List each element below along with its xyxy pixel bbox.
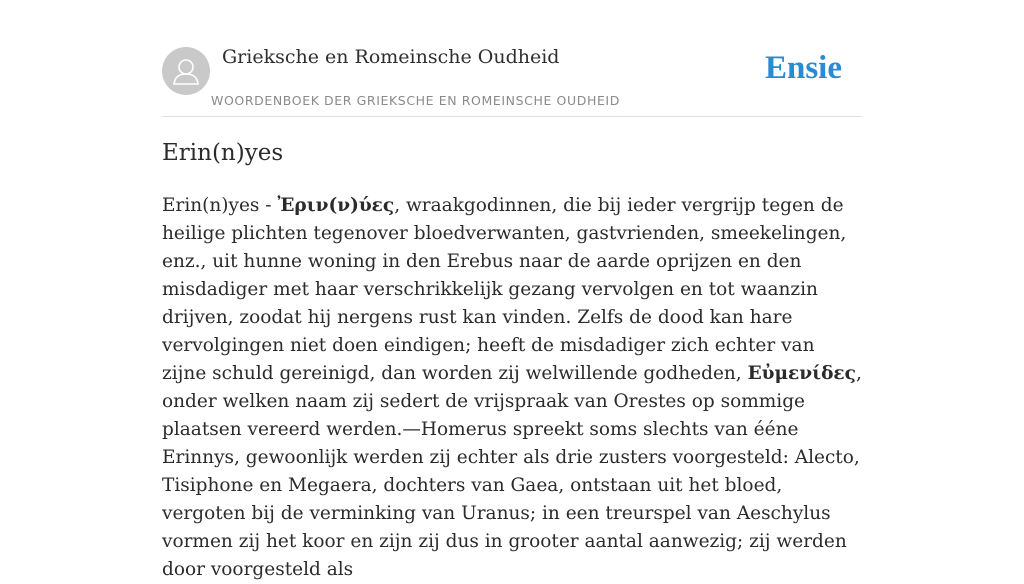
greek-term-2: Εὐμενίδες [747,363,856,384]
ensie-logo[interactable]: Ensie [764,50,842,86]
source-header [162,40,862,117]
entry-body [162,192,862,584]
person-icon [162,47,210,95]
greek-term-1: Ἐριν(ν)ύες [277,195,395,216]
source-title[interactable]: Grieksche en Romeinsche Oudheid [222,46,560,68]
entry-title: Erin(n)yes [162,140,284,166]
source-subtitle: WOORDENBOEK DER GRIEKSCHE EN ROMEINSCHE OUDHEID [211,93,620,108]
entry-text-2: , wraakgodinnen, die bij ieder vergrijp tegen de heilige plichten tegenover bloedverwanten, gastvrienden, smeekelingen, enz., uit hunne woning in den Erebus naar de aarde oprijzen en den misdadiger met haar verschrikkelijk gezang vervolgen en tot waanzin drijven, zoodat hij nergens rust kan vinden. Zelfs de dood kan hare vervolgingen niet doen eindigen; heeft de misdadiger zich echter van zijne schuld gereinigd, dan worden zij welwillende godheden, [162,195,847,384]
entry-text-3: , onder welken naam zij sedert de vrijspraak van Orestes op sommige plaatsen vereerd werden.—Homerus spreekt soms slechts van ééne Erinnys, gewoonlijk werden zij echter als drie zusters voorgesteld: Alecto, Tisiphone en Megaera, dochters van Gaea, ontstaan uit het bloed, vergoten bij de verminking van Uranus; in een treurspel van Aeschylus vormen zij het koor en zijn zij dus in grooter aantal aanwezig; zij werden door voorgesteld als [162,363,862,580]
avatar[interactable] [162,47,210,95]
entry-text-1: Erin(n)yes - [162,195,278,216]
